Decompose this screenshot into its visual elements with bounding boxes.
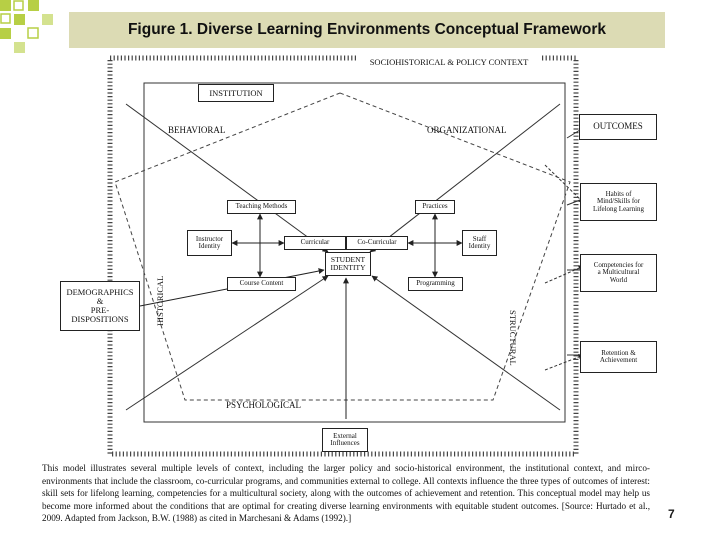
practices-box: Practices bbox=[415, 200, 455, 214]
outcome-competencies-box: Competencies for a Multicultural World bbox=[580, 254, 657, 292]
organizational-label: ORGANIZATIONAL bbox=[427, 125, 507, 135]
demographics-box: DEMOGRAPHICS & PRE- DISPOSITIONS bbox=[60, 281, 140, 331]
external-influences-box: External Influences bbox=[322, 428, 368, 452]
staff-identity-box: Staff Identity bbox=[462, 230, 497, 256]
behavioral-label: BEHAVIORAL bbox=[168, 125, 226, 135]
institution-box: INSTITUTION bbox=[198, 84, 274, 102]
outcomes-box: OUTCOMES bbox=[579, 114, 657, 140]
outcome-habits-box: Habits of Mind/Skills for Lifelong Learning bbox=[580, 183, 657, 221]
page-number: 7 bbox=[668, 507, 675, 521]
historical-label: HISTORICAL bbox=[155, 275, 165, 326]
instructor-identity-box: Instructor Identity bbox=[187, 230, 232, 256]
structural-label: STRUCTURAL bbox=[508, 310, 518, 366]
curricular-box: Curricular bbox=[284, 236, 346, 250]
teaching-methods-box: Teaching Methods bbox=[227, 200, 296, 214]
co-curricular-box: Co-Curricular bbox=[346, 236, 408, 250]
student-identity-box: STUDENT IDENTITY bbox=[325, 252, 371, 276]
figure-caption: This model illustrates several multiple levels of context, including the larger policy and socio-historical environment, the institutional context, and mirco-environments that include the classroom, co-curricular programs, and communities external to college. All contexts influence the three types of outcomes of interest: skill sets for lifelong learning, competencies for a multicultural society, along with the outcomes of achievement and retention. This conceptual model may help us become more informed about the conditions that are optimal for creating diverse learning environments with equitable student outcomes. [Source: Hurtado et al., 2009. Adapted from Jackson, B.W. (1988) as cited in Marchesani & Adams (1992).] bbox=[42, 463, 650, 524]
outcome-retention-box: Retention & Achievement bbox=[580, 341, 657, 373]
course-content-box: Course Content bbox=[227, 277, 296, 291]
sociohistorical-label: SOCIOHISTORICAL & POLICY CONTEXT bbox=[358, 55, 540, 69]
psychological-label: PSYCHOLOGICAL bbox=[226, 400, 302, 410]
page-title: Figure 1. Diverse Learning Environments Conceptual Framework bbox=[127, 21, 607, 38]
programming-box: Programming bbox=[408, 277, 463, 291]
